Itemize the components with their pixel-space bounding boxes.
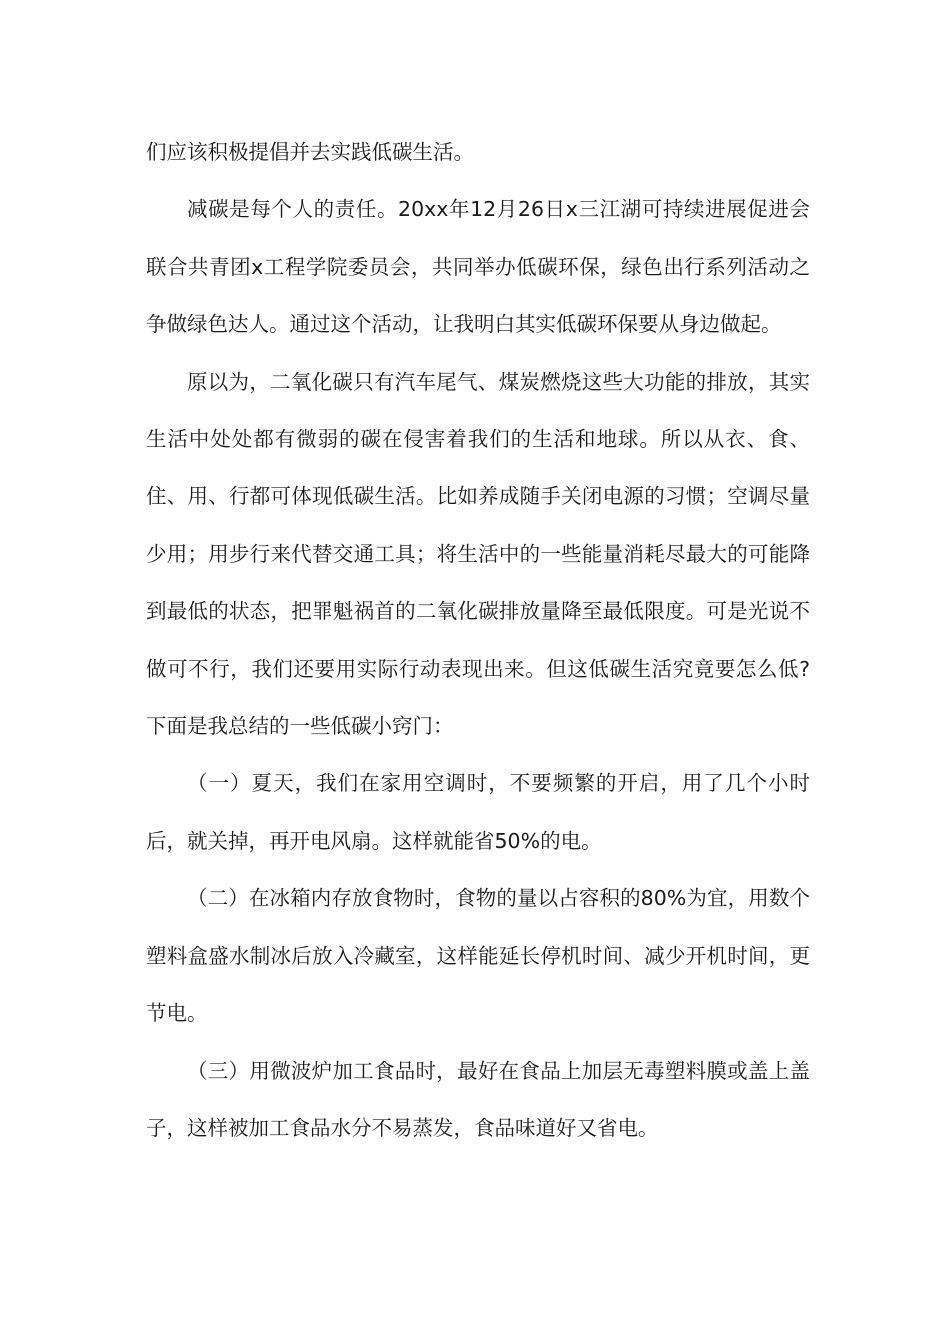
paragraph-tip-2: （二）在冰箱内存放食物时，食物的量以占容积的80%为宜，用数个塑料盒盛水制冰后放入冷藏室，这样能延长停机时间、减少开机时间，更节电。 <box>146 886 810 1026</box>
paragraph-tip-3: （三）用微波炉加工食品时，最好在食品上加层无毒塑料膜或盖上盖子，这样被加工食品水分不易蒸发，食品味道好又省电。 <box>146 1058 810 1140</box>
paragraph-low-carbon-life: 原以为，二氧化碳只有汽车尾气、煤炭燃烧这些大功能的排放，其实生活中处处都有微弱的碳在侵害着我们的生活和地球。所以从衣、食、住、用、行都可体现低碳生活。比如养成随手关闭电源的习惯；空调尽量少用；用步行来代替交通工具；将生活中的一些能量消耗尽最大的可能降到最低的状态，把罪魁祸首的二氧化碳排放量降至最低限度。可是光说不做可不行，我们还要用实际行动表现出来。但这低碳生活究竟要怎么低?下面是我总结的一些低碳小窍门： <box>146 369 810 739</box>
paragraph-continuation: 们应该积极提倡并去实践低碳生活。 <box>146 140 474 164</box>
paragraph-responsibility: 减碳是每个人的责任。20xx年12月26日x三江湖可持续进展促进会联合共青团x工程学院委员会，共同举办低碳环保，绿色出行系列活动之争做绿色达人。通过这个活动，让我明白其实低碳环保要从身边做起。 <box>146 197 810 337</box>
document-body <box>146 124 810 1157</box>
paragraph-tip-1: （一）夏天，我们在家用空调时，不要频繁的开启，用了几个小时后，就关掉，再开电风扇。这样就能省50%的电。 <box>146 771 810 853</box>
